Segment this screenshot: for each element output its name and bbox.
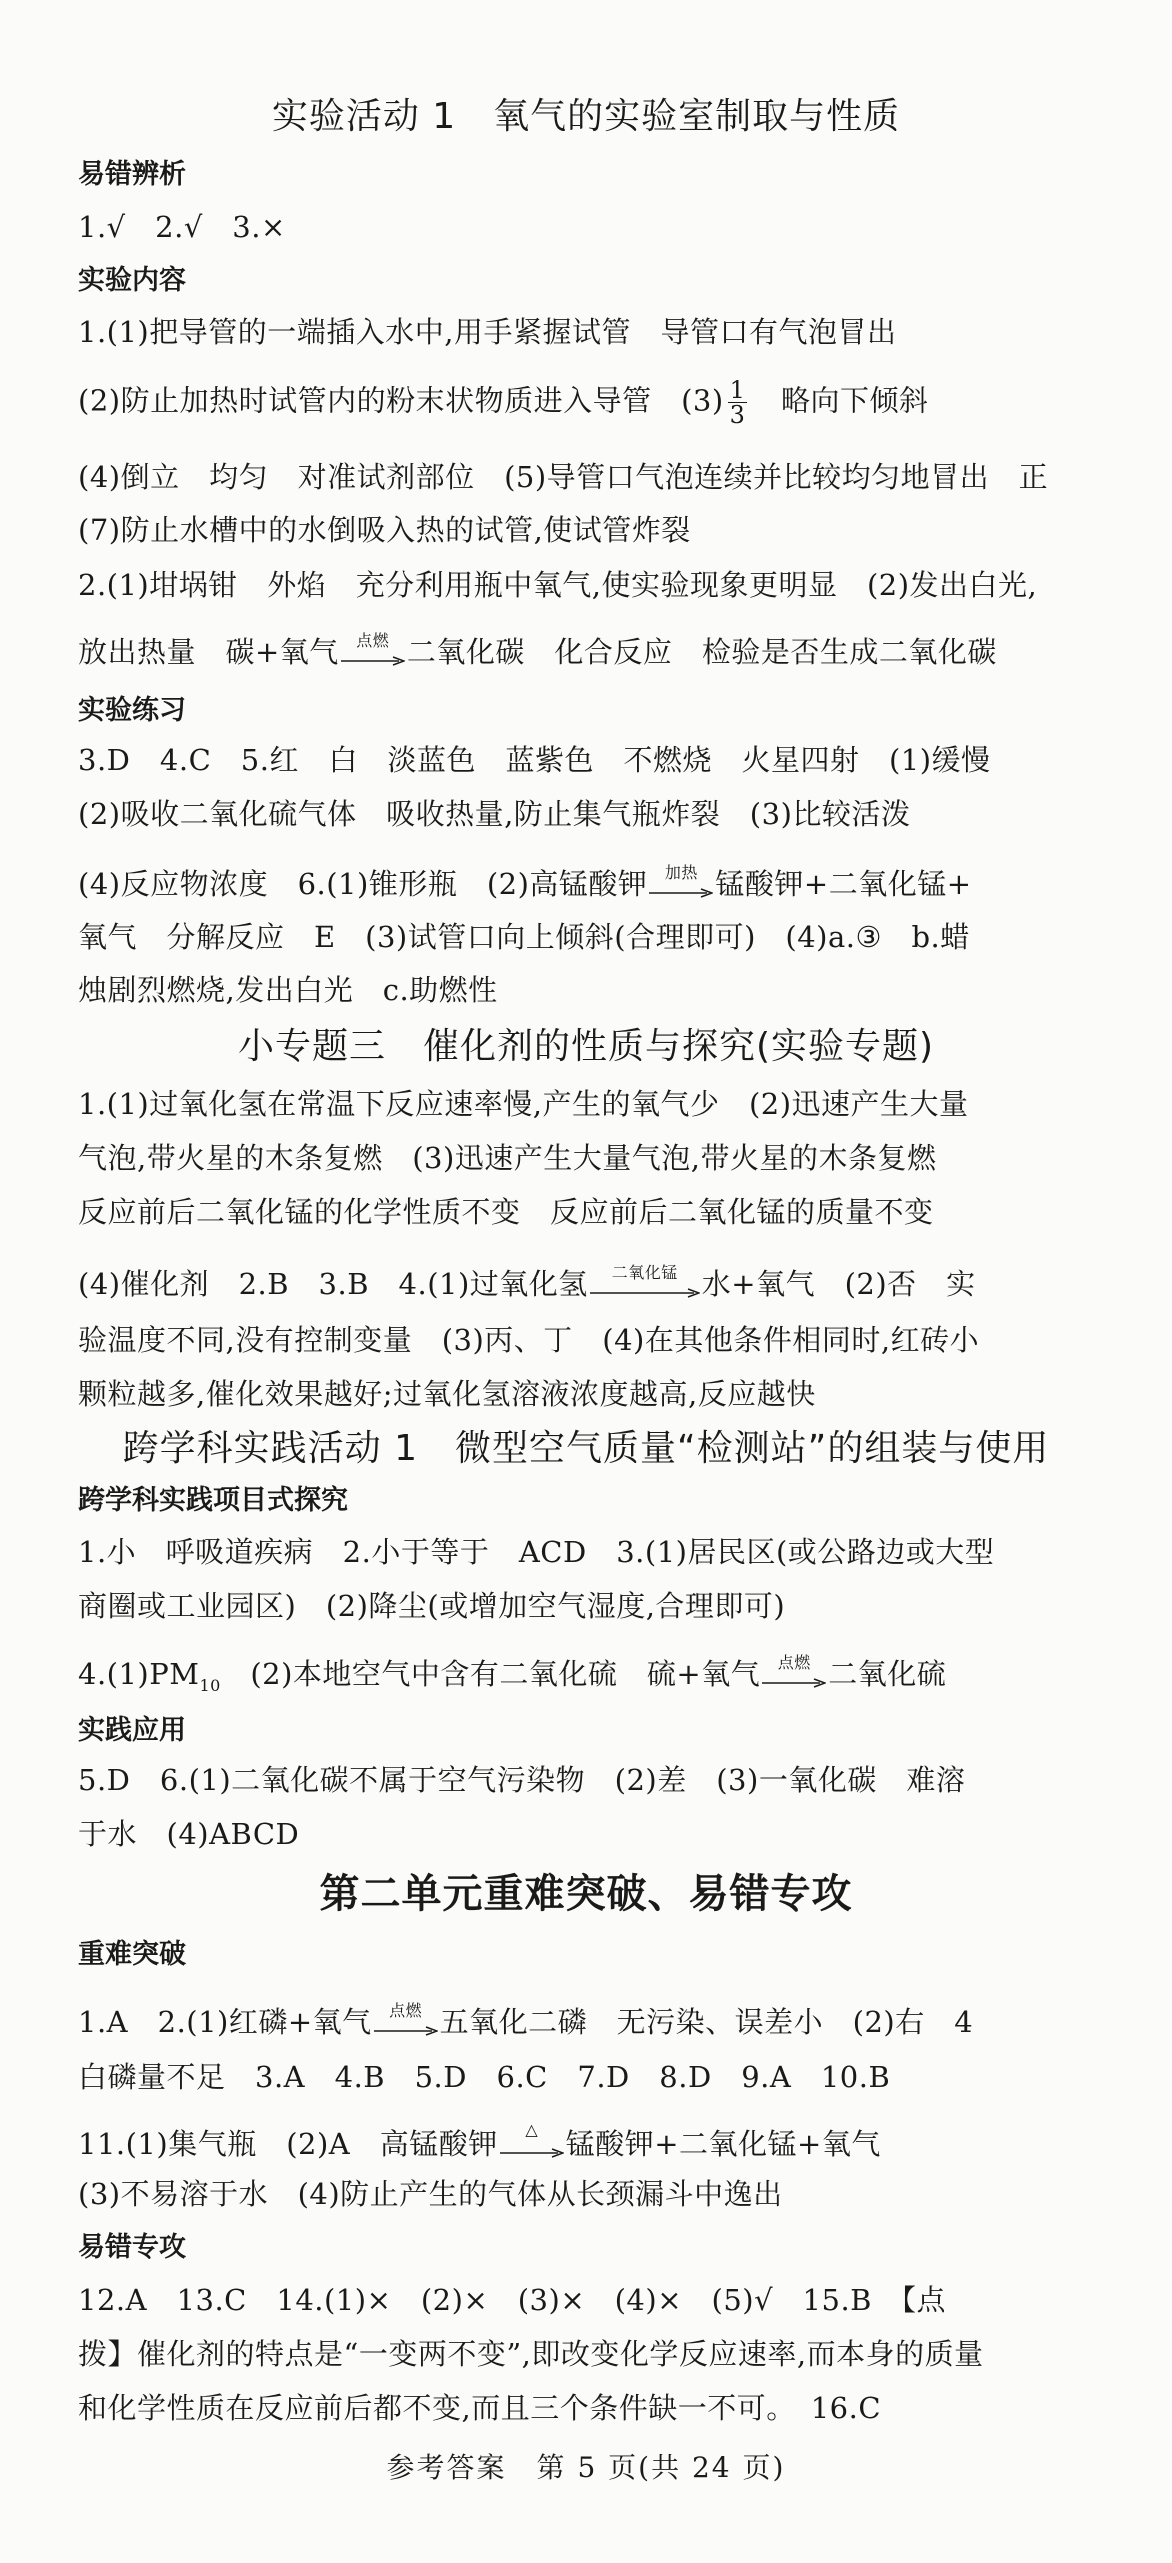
reaction-arrow xyxy=(590,1263,700,1298)
subscript: 10 xyxy=(199,1675,221,1695)
line-text: 11.(1)集气瓶 (2)A 高锰酸钾 xyxy=(78,2127,498,2161)
answer-line: 验温度不同,没有控制变量 (3)丙、丁 (4)在其他条件相同时,红砖小 xyxy=(78,1323,980,1357)
reaction-condition: 点燃 xyxy=(356,631,390,650)
answer-line-with-equation xyxy=(78,2122,1108,2163)
answer-line: 1.(1)过氧化氢在常温下反应速率慢,产生的氧气少 (2)迅速产生大量 xyxy=(78,1087,969,1121)
answer-line: 5.D 6.(1)二氧化碳不属于空气污染物 (2)差 (3)一氧化碳 难溶 xyxy=(78,1763,966,1797)
answer-line-with-equation xyxy=(78,2000,1108,2041)
subheading-experiment-content: 实验内容 xyxy=(78,265,186,296)
answer-line: 1.(1)把导管的一端插入水中,用手紧握试管 导管口有气泡冒出 xyxy=(78,315,897,349)
reaction-condition: 加热 xyxy=(664,863,698,882)
answer-line: 2.(1)坩埚钳 外焰 充分利用瓶中氧气,使实验现象更明显 (2)发出白光, xyxy=(78,568,1038,602)
fraction-numerator: 1 xyxy=(729,376,746,404)
subheading-error-analysis: 易错辨析 xyxy=(78,159,186,190)
answer-line-with-equation xyxy=(78,862,1108,903)
reaction-arrow xyxy=(762,1653,826,1688)
answer-line: (4)倒立 均匀 对准试剂部位 (5)导管口气泡连续并比较均匀地冒出 正 xyxy=(78,460,1049,494)
answer-line: 12.A 13.C 14.(1)× (2)× (3)× (4)× (5)√ 15.B 【点 xyxy=(78,2283,946,2317)
answer-line: 3.D 4.C 5.红 白 淡蓝色 蓝紫色 不燃烧 火星四射 (1)缓慢 xyxy=(78,743,991,777)
answer-line: 1.小 呼吸道疾病 2.小于等于 ACD 3.(1)居民区(或公路边或大型 xyxy=(78,1535,995,1569)
subheading-practice-application: 实践应用 xyxy=(78,1715,186,1746)
reaction-condition: 二氧化锰 xyxy=(611,1263,678,1282)
reaction-arrow xyxy=(341,631,405,666)
answer-line-with-equation xyxy=(78,1652,1108,1695)
section-title-interdisciplinary-1: 跨学科实践活动 1 微型空气质量“检测站”的组装与使用 xyxy=(122,1428,1050,1469)
section-title-experiment-1: 实验活动 1 氧气的实验室制取与性质 xyxy=(271,96,901,137)
answer-line: 气泡,带火星的木条复燃 (3)迅速产生大量气泡,带火星的木条复燃 xyxy=(78,1141,937,1175)
reaction-arrow xyxy=(649,863,713,898)
line-text: 锰酸钾+二氧化锰+氧气 xyxy=(565,2127,881,2161)
page-footer: 参考答案 第 5 页(共 24 页) xyxy=(386,2451,786,2484)
answer-line: 和化学性质在反应前后都不变,而且三个条件缺一不可。 16.C xyxy=(78,2391,882,2425)
answer-line: 商圈或工业园区) (2)降尘(或增加空气湿度,合理即可) xyxy=(78,1589,786,1623)
line-text: 放出热量 碳+氧气 xyxy=(78,635,339,669)
fraction-denominator: 3 xyxy=(729,401,746,429)
line-text: (4)催化剂 2.B 3.B 4.(1)过氧化氢 xyxy=(78,1267,588,1301)
answer-line: (2)吸收二氧化硫气体 吸收热量,防止集气瓶炸裂 (3)比较活泼 xyxy=(78,797,911,831)
reaction-condition: 点燃 xyxy=(777,1653,811,1672)
answer-line: 白磷量不足 3.A 4.B 5.D 6.C 7.D 8.D 9.A 10.B xyxy=(78,2060,891,2094)
subheading-key-difficulties: 重难突破 xyxy=(78,1939,186,1970)
line-text: 略向下倾斜 xyxy=(751,383,929,418)
reaction-arrow xyxy=(374,2001,438,2036)
line-text: 1.A 2.(1)红磷+氧气 xyxy=(78,2005,372,2039)
reaction-condition: △ xyxy=(525,2120,539,2139)
answer-line-with-equation xyxy=(78,630,1108,671)
answer-line: 1.√ 2.√ 3.× xyxy=(78,210,286,244)
section-title-unit-2: 第二单元重难突破、易错专攻 xyxy=(319,1870,853,1917)
answer-line: 拨】催化剂的特点是“一变两不变”,即改变化学反应速率,而本身的质量 xyxy=(78,2337,984,2371)
answer-line: 颗粒越多,催化效果越好;过氧化氢溶液浓度越高,反应越快 xyxy=(78,1377,816,1411)
reaction-condition: 点燃 xyxy=(389,2001,423,2020)
subheading-error-focus: 易错专攻 xyxy=(78,2232,186,2263)
answer-line: 氧气 分解反应 E (3)试管口向上倾斜(合理即可) (4)a.③ b.蜡 xyxy=(78,920,970,954)
line-text: 4.(1)PM xyxy=(78,1657,200,1691)
answer-line-with-equation xyxy=(78,1262,1108,1303)
line-text: (2)防止加热时试管内的粉末状物质进入导管 (3) xyxy=(78,383,724,418)
line-text: (4)反应物浓度 6.(1)锥形瓶 (2)高锰酸钾 xyxy=(78,867,648,901)
answer-line: 烛剧烈燃烧,发出白光 c.助燃性 xyxy=(78,973,498,1007)
answer-line: (3)不易溶于水 (4)防止产生的气体从长颈漏斗中逸出 xyxy=(78,2177,783,2211)
answer-line: (7)防止水槽中的水倒吸入热的试管,使试管炸裂 xyxy=(78,513,691,547)
subheading-experiment-practice: 实验练习 xyxy=(78,695,186,726)
answer-line-with-fraction xyxy=(78,378,1108,427)
fraction xyxy=(728,378,748,427)
line-text: 五氧化二磷 无污染、误差小 (2)右 4 xyxy=(439,2005,974,2039)
line-text: (2)本地空气中含有二氧化硫 硫+氧气 xyxy=(220,1657,761,1691)
line-text: 二氧化碳 化合反应 检验是否生成二氧化碳 xyxy=(406,635,997,669)
subheading-project-inquiry: 跨学科实践项目式探究 xyxy=(78,1485,348,1516)
section-title-topic-3: 小专题三 催化剂的性质与探究(实验专题) xyxy=(237,1026,935,1067)
line-text: 锰酸钾+二氧化锰+ xyxy=(715,867,972,901)
reaction-arrow xyxy=(500,2120,564,2158)
answer-line: 反应前后二氧化锰的化学性质不变 反应前后二氧化锰的质量不变 xyxy=(78,1195,934,1229)
line-text: 水+氧气 (2)否 实 xyxy=(701,1267,976,1301)
line-text: 二氧化硫 xyxy=(828,1657,947,1691)
answer-line: 于水 (4)ABCD xyxy=(78,1817,300,1851)
